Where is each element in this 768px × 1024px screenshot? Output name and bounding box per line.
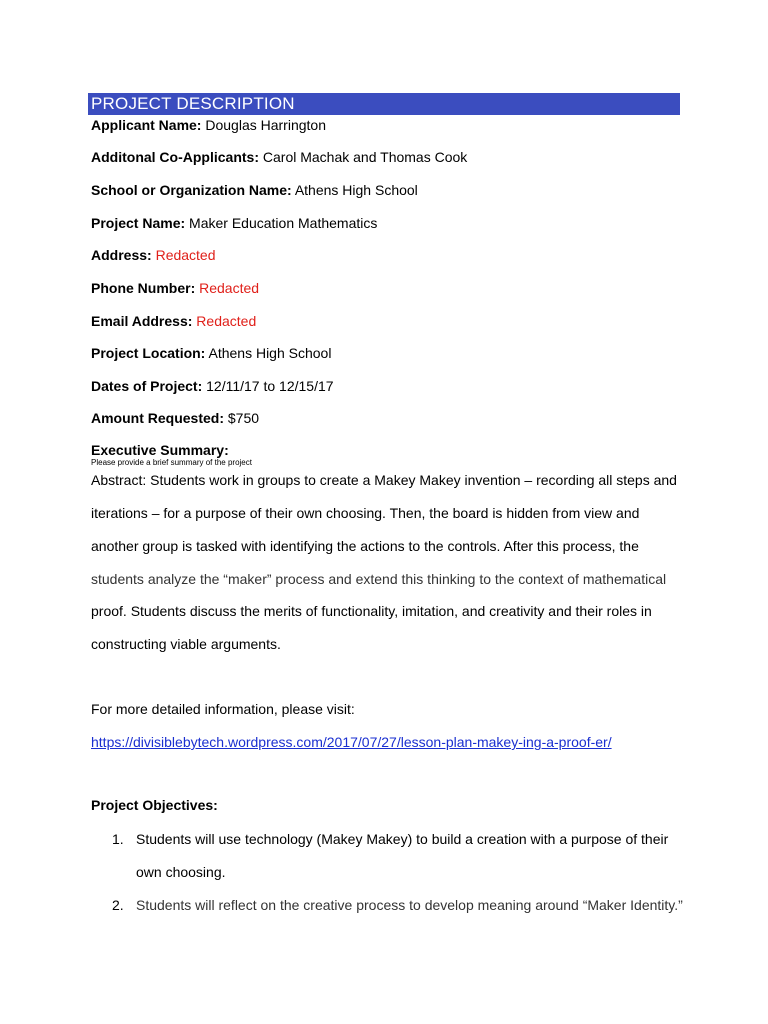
school-field xyxy=(91,181,418,199)
project-description-header: PROJECT DESCRIPTION xyxy=(88,93,680,115)
applicant-name-label: Applicant Name: xyxy=(91,117,202,133)
address-field xyxy=(91,246,216,264)
amount-field xyxy=(91,409,259,427)
email-field xyxy=(91,312,256,330)
summary-line: constructing viable arguments. xyxy=(91,636,281,652)
objective-number: 1. xyxy=(112,831,124,847)
summary-line: proof. Students discuss the merits of functionality, imitation, and creativity and their roles in xyxy=(91,603,652,619)
phone-label: Phone Number: xyxy=(91,280,196,296)
school-label: School or Organization Name: xyxy=(91,182,292,198)
objective-line: Students will reflect on the creative process to develop meaning around “Maker Identity.” xyxy=(136,897,683,913)
objective-line: Students will use technology (Makey Makey) to build a creation with a purpose of their xyxy=(136,831,669,847)
co-applicants-label: Additonal Co-Applicants: xyxy=(91,149,259,165)
applicant-name-value: Douglas Harrington xyxy=(205,117,326,133)
amount-value: $750 xyxy=(227,410,260,426)
lesson-plan-link[interactable]: https://divisiblebytech.wordpress.com/2017/07/27/lesson-plan-makey-ing-a-proof-er/ xyxy=(91,734,612,750)
dates-value: 12/11/17 to 12/15/17 xyxy=(206,378,334,394)
co-applicants-value: Carol Machak and Thomas Cook xyxy=(262,149,468,165)
project-name-field xyxy=(91,214,377,232)
location-field xyxy=(91,344,331,362)
phone-value: Redacted xyxy=(199,280,260,296)
objective-number: 2. xyxy=(112,897,124,913)
dates-label: Dates of Project: xyxy=(91,378,203,394)
location-value: Athens High School xyxy=(208,345,332,361)
email-label: Email Address: xyxy=(91,313,193,329)
executive-summary-title: Executive Summary: xyxy=(91,442,229,458)
executive-summary-note: Please provide a brief summary of the project xyxy=(91,458,252,467)
more-info-text: For more detailed information, please visit: xyxy=(91,701,355,717)
project-name-label: Project Name: xyxy=(91,215,186,231)
phone-field xyxy=(91,279,259,297)
summary-line: another group is tasked with identifying the actions to the controls. After this process, the xyxy=(91,538,639,554)
project-objectives-title: Project Objectives: xyxy=(91,797,218,813)
project-name-value: Maker Education Mathematics xyxy=(189,215,378,231)
address-label: Address: xyxy=(91,247,152,263)
email-value: Redacted xyxy=(196,313,257,329)
dates-field xyxy=(91,377,334,395)
objective-line: own choosing. xyxy=(136,864,226,880)
summary-line: iterations – for a purpose of their own choosing. Then, the board is hidden from view and xyxy=(91,505,640,521)
summary-line: students analyze the “maker” process and extend this thinking to the context of mathematical xyxy=(91,571,667,587)
summary-line: Abstract: Students work in groups to create a Makey Makey invention – recording all steps and xyxy=(91,472,677,488)
lesson-plan-link-line xyxy=(91,733,612,751)
amount-label: Amount Requested: xyxy=(91,410,224,426)
location-label: Project Location: xyxy=(91,345,206,361)
co-applicants-field xyxy=(91,148,467,166)
address-value: Redacted xyxy=(155,247,216,263)
school-value: Athens High School xyxy=(294,182,418,198)
applicant-name-field xyxy=(91,116,326,134)
